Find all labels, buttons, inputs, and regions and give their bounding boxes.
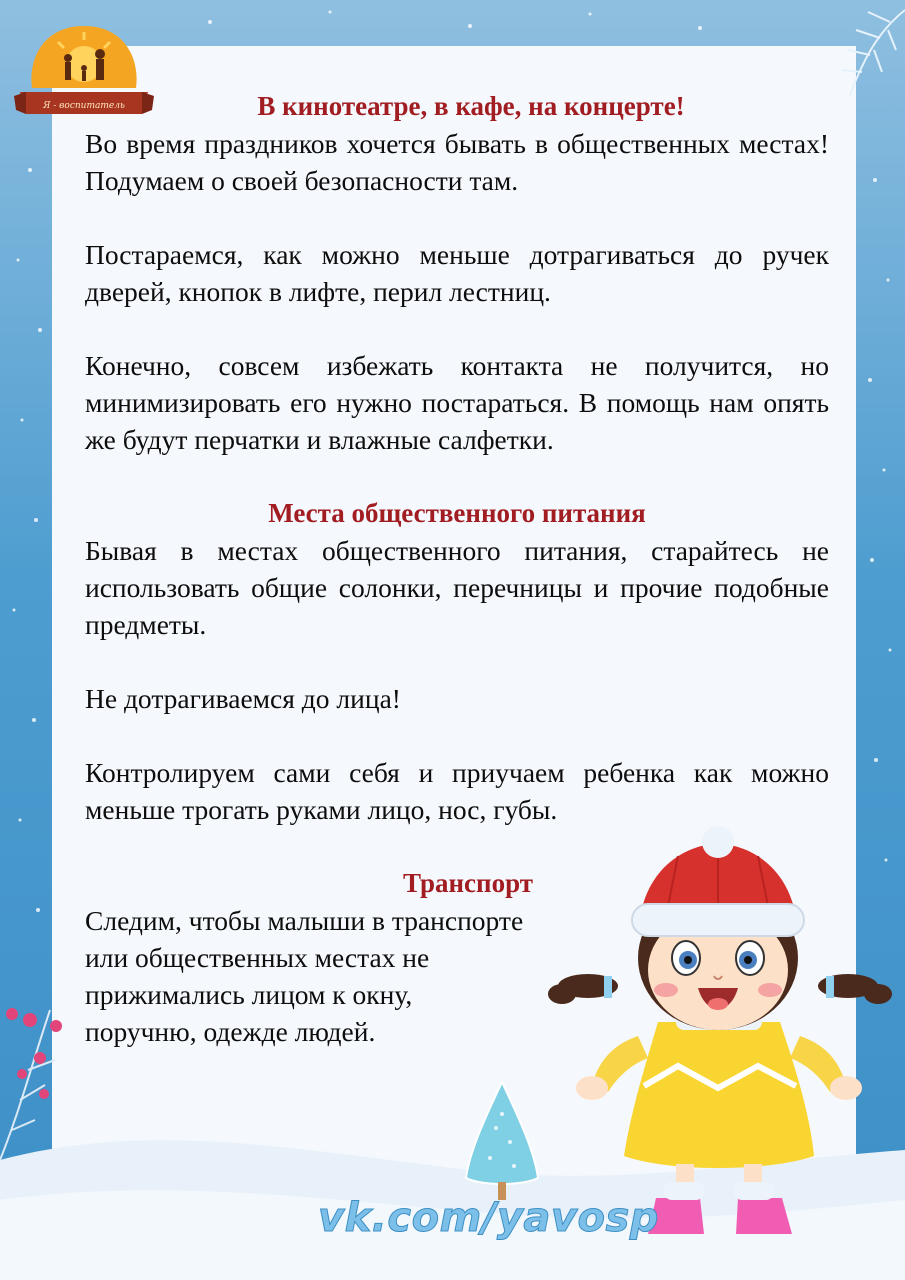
paragraph: Контролируем сами себя и приучаем ребенка как можно меньше трогать руками лицо, нос, губы. <box>85 757 829 825</box>
paragraph: Бывая в местах общественного питания, старайтесь не использовать общие солонки, перечницы и прочие подобные предметы. <box>85 535 829 640</box>
heading-cinema: В кинотеатре, в кафе, на концерте! <box>257 91 685 121</box>
girl-illustration-icon <box>548 826 898 1246</box>
heading-food: Места общественного питания <box>268 498 646 528</box>
logo-text: Я - воспитатель <box>43 101 125 111</box>
footer-link[interactable]: vk.com/yavosp <box>318 1195 659 1241</box>
tree-icon <box>462 1078 542 1206</box>
paragraph: Конечно, совсем избежать контакта не получится, но минимизировать его нужно постараться. В помощь нам опять же будут перчатки и влажные салфетки. <box>85 350 829 455</box>
berry-branch-icon <box>0 990 80 1170</box>
paragraph: Постараемся, как можно меньше дотрагиваться до ручек дверей, кнопок в лифте, перил лестниц. <box>85 239 829 307</box>
paragraph: Во время праздников хочется бывать в общественных местах! Подумаем о своей безопасности там. <box>85 128 829 196</box>
paragraph: Не дотрагиваемся до лица! <box>85 683 401 714</box>
paragraph: Следим, чтобы малыши в транспорте или общественных местах не прижимались лицом к окну, поручню, одежде людей. <box>85 905 524 1047</box>
heading-transport: Транспорт <box>402 868 533 898</box>
